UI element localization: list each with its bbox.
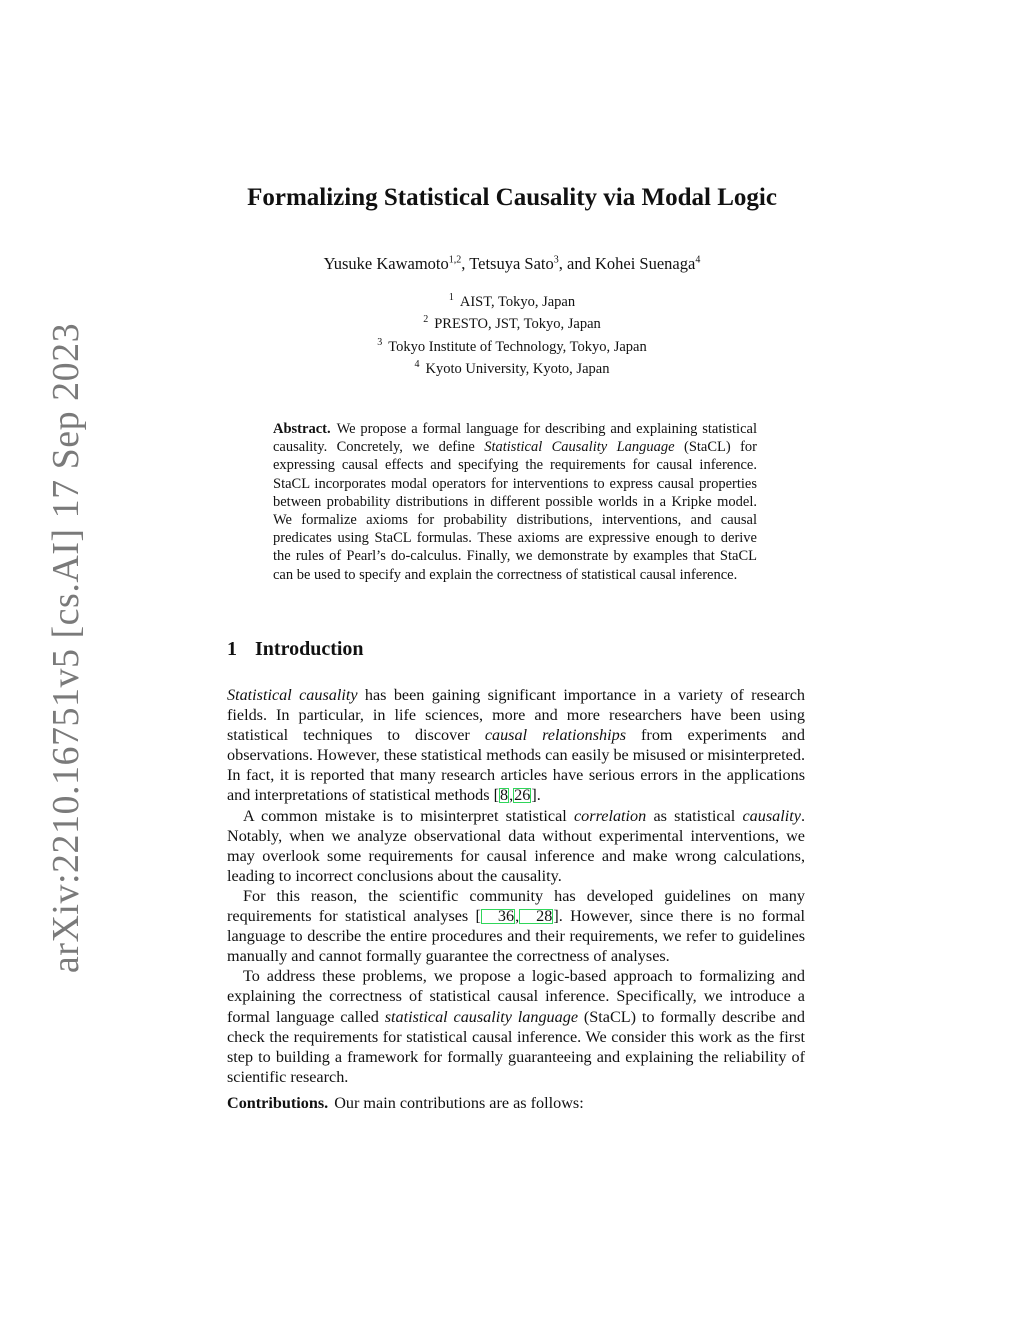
paragraph-text: For this reason, the scientific community has developed guidelines on many requirements for statistical analyses [ xyxy=(227,886,805,926)
paragraph xyxy=(227,966,805,1087)
citation-separator: , xyxy=(515,907,520,926)
paragraph-text: as statistical xyxy=(646,806,743,825)
emphasis: statistical causality language xyxy=(384,1007,579,1026)
emphasis: correlation xyxy=(574,806,647,825)
author-name: Yusuke Kawamoto xyxy=(323,254,449,273)
affiliation-line xyxy=(0,356,1024,378)
citation-link[interactable]: 36 xyxy=(481,909,515,924)
paragraph xyxy=(227,685,805,806)
affiliation-text: Tokyo Institute of Technology, Tokyo, Japan xyxy=(388,338,647,355)
affiliation-list xyxy=(0,289,1024,378)
affiliation-marker: 3 xyxy=(377,336,383,348)
paragraph-text: ]. However, since there is no formal language to describe the entire procedures and their requirements, we refer to guidelines manually and cannot formally guarantee the correctness of analyses. xyxy=(227,907,805,966)
author-affiliation-marker: 4 xyxy=(695,254,701,266)
section-number: 1 xyxy=(227,638,237,660)
citation-separator: , xyxy=(509,786,514,805)
citation-link[interactable]: 26 xyxy=(514,786,531,805)
author-separator: , and xyxy=(558,254,595,273)
affiliation-line xyxy=(0,289,1024,311)
abstract-emphasis: Statistical Causality Language xyxy=(484,439,675,456)
paper-title: Formalizing Statistical Causality via Modal Logic xyxy=(247,184,777,211)
introduction-body xyxy=(227,685,805,1113)
abstract xyxy=(273,420,757,584)
author-separator: , xyxy=(461,254,470,273)
emphasis: Statistical causality xyxy=(227,686,358,704)
paragraph-text: A common mistake is to misinterpret statistical xyxy=(243,806,574,825)
abstract-text: (StaCL) for expressing causal effects and specifying the requirements for causal inference. StaCL incorporates modal operators for interventions to express causal properties between probability distributions in different possible worlds in a Kripke model. We formalize axioms for probability distributions, interventions, and causal predicates using StaCL formulas. These axioms are expressive enough to derive the rules of Pearl’s do-calculus. Finally, we demonstrate by examples that StaCL can be used to specify and explain the correctness of statistical causal inference. xyxy=(273,439,757,583)
affiliation-text: PRESTO, JST, Tokyo, Japan xyxy=(434,316,601,333)
affiliation-marker: 4 xyxy=(414,358,420,370)
arxiv-identifier-stamp[interactable]: arXiv:2210.16751v5 [cs.AI] 17 Sep 2023 xyxy=(45,322,87,974)
section-title: Introduction xyxy=(255,638,364,660)
affiliation-marker: 1 xyxy=(448,292,454,303)
contributions-paragraph xyxy=(227,1093,805,1113)
abstract-label: Abstract. xyxy=(273,421,331,437)
author-name: Tetsuya Sato xyxy=(469,254,554,273)
abstract-text: We propose a formal language for describing and explaining statistical causality. Concretely, we define xyxy=(273,421,757,456)
paragraph-text: To address these problems, we propose a logic-based approach to formalizing and explaining the correctness of statistical causal inference. Specifically, we introduce a formal language called xyxy=(227,967,805,1026)
author-name: Kohei Suenaga xyxy=(594,254,696,273)
paragraph-text: (StaCL) to formally describe and check the requirements for statistical causal inference. We consider this work as the first step to building a framework for formally guaranteeing and explaining the reliability of scientific research. xyxy=(227,1007,805,1086)
affiliation-marker: 2 xyxy=(423,314,429,326)
citation-link[interactable]: 28 xyxy=(519,909,553,924)
paragraph-text: from experiments and observations. However, these statistical methods can easily be misused or misinterpreted. In fact, it is reported that many research articles have serious errors in the applications and interpretations of statistical methods [ xyxy=(227,726,805,805)
citation-link[interactable]: 8 xyxy=(499,786,509,805)
paragraph-text: ]. xyxy=(531,786,541,805)
emphasis: causal relationships xyxy=(484,726,627,745)
contributions-label: Contributions. xyxy=(227,1093,329,1112)
affiliation-text: Kyoto University, Kyoto, Japan xyxy=(425,360,610,377)
section-heading-introduction xyxy=(227,638,364,661)
paragraph xyxy=(227,806,805,886)
author-affiliation-marker: 1,2 xyxy=(448,254,462,266)
affiliation-text: AIST, Tokyo, Japan xyxy=(459,293,576,310)
affiliation-line xyxy=(0,311,1024,333)
paragraph-text: Our main contributions are as follows: xyxy=(334,1093,584,1112)
paragraph xyxy=(227,886,805,966)
emphasis: causality xyxy=(742,806,801,825)
paragraph-text: has been gaining significant importance in a variety of research fields. In particular, in life sciences, more and more researchers have been using statistical techniques to discover xyxy=(227,686,805,745)
author-affiliation-marker: 3 xyxy=(553,254,559,266)
affiliation-line xyxy=(0,334,1024,356)
paragraph-text: . Notably, when we analyze observational data without experimental interventions, we may overlook some requirements for causal inference and make wrong calculations, leading to incorrect conclusions about the causality. xyxy=(227,806,805,885)
author-list xyxy=(0,254,1024,274)
